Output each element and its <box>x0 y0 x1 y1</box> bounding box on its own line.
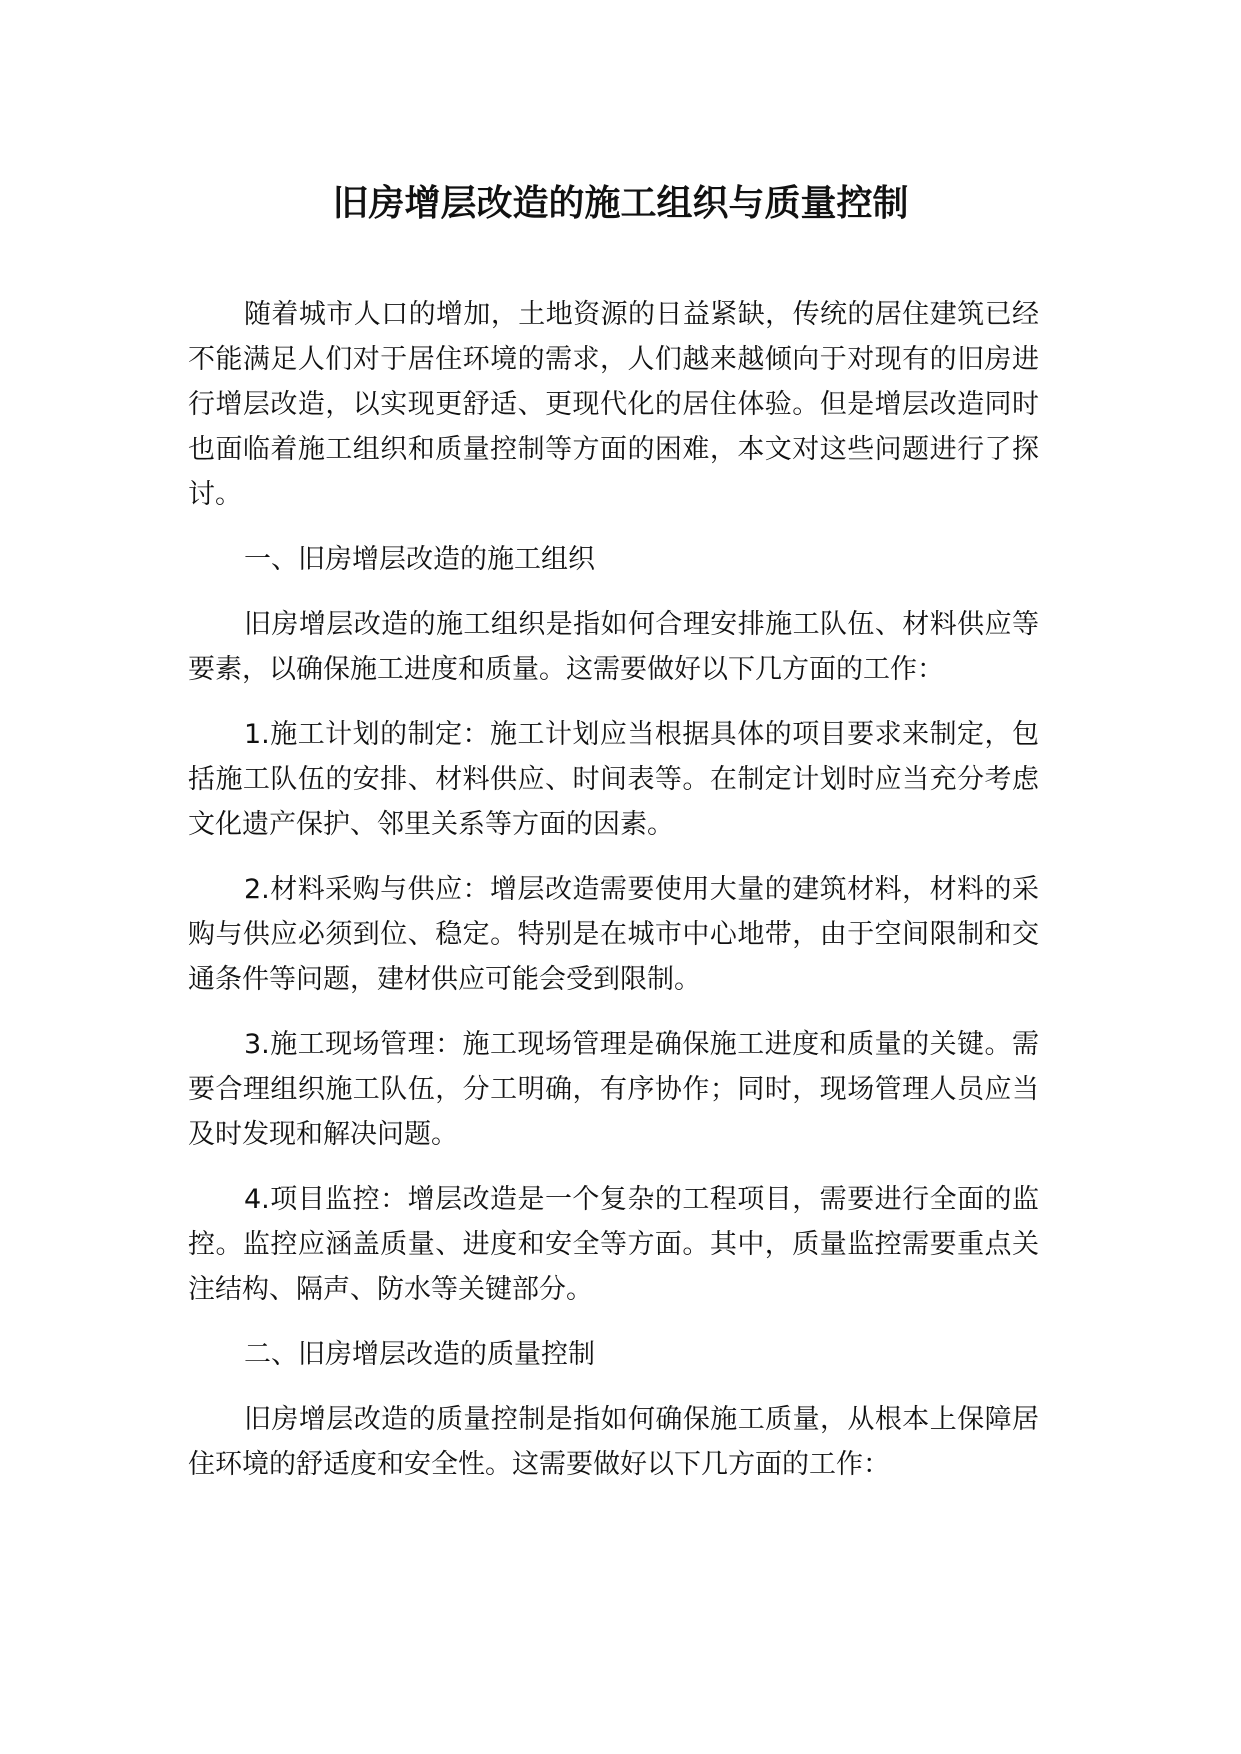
section1-intro-paragraph: 旧房增层改造的施工组织是指如何合理安排施工队伍、材料供应等要素，以确保施工进度和质量。这需要做好以下几方面的工作： <box>188 609 1039 685</box>
list-item-construction-plan: 1.施工计划的制定：施工计划应当根据具体的项目要求来制定，包括施工队伍的安排、材料供应、时间表等。在制定计划时应当充分考虑文化遗产保护、邻里关系等方面的因素。 <box>188 719 1039 840</box>
list-item-site-management: 3.施工现场管理：施工现场管理是确保施工进度和质量的关键。需要合理组织施工队伍，分工明确，有序协作；同时，现场管理人员应当及时发现和解决问题。 <box>188 1029 1039 1150</box>
section2-intro-paragraph: 旧房增层改造的质量控制是指如何确保施工质量，从根本上保障居住环境的舒适度和安全性。这需要做好以下几方面的工作： <box>188 1404 1039 1480</box>
document-title: 旧房增层改造的施工组织与质量控制 <box>332 183 909 224</box>
intro-paragraph: 随着城市人口的增加，土地资源的日益紧缺，传统的居住建筑已经不能满足人们对于居住环境的需求，人们越来越倾向于对现有的旧房进行增层改造，以实现更舒适、更现代化的居住体验。但是增层改造同时也面临着施工组织和质量控制等方面的困难，本文对这些问题进行了探讨。 <box>188 299 1039 510</box>
document-body <box>188 292 1039 1507</box>
list-item-material-supply: 2.材料采购与供应：增层改造需要使用大量的建筑材料，材料的采购与供应必须到位、稳定。特别是在城市中心地带，由于空间限制和交通条件等问题，建材供应可能会受到限制。 <box>188 874 1039 995</box>
section-heading-construction-organization: 一、旧房增层改造的施工组织 <box>244 544 595 575</box>
section-heading-quality-control: 二、旧房增层改造的质量控制 <box>244 1339 595 1370</box>
list-item-project-monitoring: 4.项目监控：增层改造是一个复杂的工程项目，需要进行全面的监控。监控应涵盖质量、进度和安全等方面。其中，质量监控需要重点关注结构、隔声、防水等关键部分。 <box>188 1184 1039 1305</box>
